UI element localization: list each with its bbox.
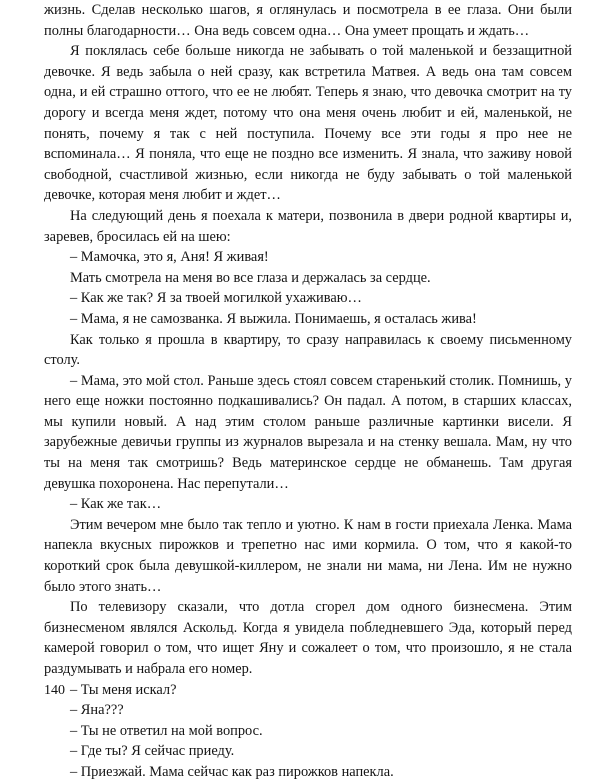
- paragraph: жизнь. Сделав несколько шагов, я оглянулась и посмотрела в ее глаза. Они были полны благодарности… Она ведь совсем одна… Она умеет прощать и ждать…: [44, 2, 572, 39]
- paragraph: На следующий день я поехала к матери, позвонила в двери родной квартиры и, заревев, бросилась ей на шею:: [44, 207, 572, 245]
- page-body-text: [44, 0, 572, 783]
- paragraph: – Мамочка, это я, Аня! Я живая!: [70, 249, 269, 266]
- paragraph: – Яна???: [70, 702, 124, 719]
- paragraph: – Как же так…: [70, 496, 162, 513]
- paragraph: По телевизору сказали, что дотла сгорел дом одного бизнесмена. Этим бизнесменом являлся Аскольд. Когда я увидела побледневшего Эда, который перед камерой говорил о том, что ищет Яну и сожалеет о том, что произошло, я не стала раздумывать и набрала его номер.: [44, 599, 572, 677]
- paragraph: Как только я прошла в квартиру, то сразу направилась к своему письменному столу.: [44, 331, 572, 369]
- paragraph: – Где ты? Я сейчас приеду.: [70, 743, 235, 760]
- paragraph: – Мама, я не самозванка. Я выжила. Понимаешь, я осталась жива!: [70, 310, 477, 327]
- paragraph: – Ты меня искал?: [70, 681, 177, 698]
- paragraph: Я поклялась себе больше никогда не забывать о той маленькой и беззащитной девочке. Я ведь забыла о ней сразу, как встретила Матвея. А ведь она там совсем одна, и ей страшно оттого, что ее не любят. Теперь я знаю, что девочка смотрит на ту дорогу и всегда меня ждет, потому что она меня очень любит и ей, маленькой, не понять, почему я так с ней поступила. Почему все эти годы я про нее не вспоминала… Я поняла, что еще не поздно все изменить. Я знала, что заживу новой свободной, счастливой жизнью, если никогда не буду забывать о той маленькой девочке, которая меня любит и ждет…: [44, 43, 572, 204]
- paragraph: – Мама, это мой стол. Раньше здесь стоял совсем старенький столик. Помнишь, у него еще ножки постоянно подкашивались? Он падал. А потом, в старших классах, мы купили новый. А над этим столом раньше различные картинки висели. Я зарубежные девичьи группы из журналов вырезала и на стенку вешала. Мам, ну что ты на меня так смотришь? Ведь материнское сердце не обманешь. Там другая девушка похоронена. Нас перепутали…: [44, 372, 572, 492]
- paragraph: Этим вечером мне было так тепло и уютно. К нам в гости приехала Ленка. Мама напекла вкусных пирожков и трепетно нас ими кормила. О том, что я какой-то короткий срок была девушкой-киллером, не знали ни мама, ни Лена. Им не нужно было этого знать…: [44, 516, 572, 595]
- paragraph: – Ты не ответил на мой вопрос.: [70, 722, 263, 739]
- page-number: 140: [44, 683, 65, 698]
- paragraph: – Как же так? Я за твоей могилкой ухаживаю…: [70, 290, 362, 307]
- paragraph: Мать смотрела на меня во все глаза и держалась за сердце.: [70, 269, 431, 286]
- paragraph: – Приезжай. Мама сейчас как раз пирожков напекла.: [70, 763, 394, 780]
